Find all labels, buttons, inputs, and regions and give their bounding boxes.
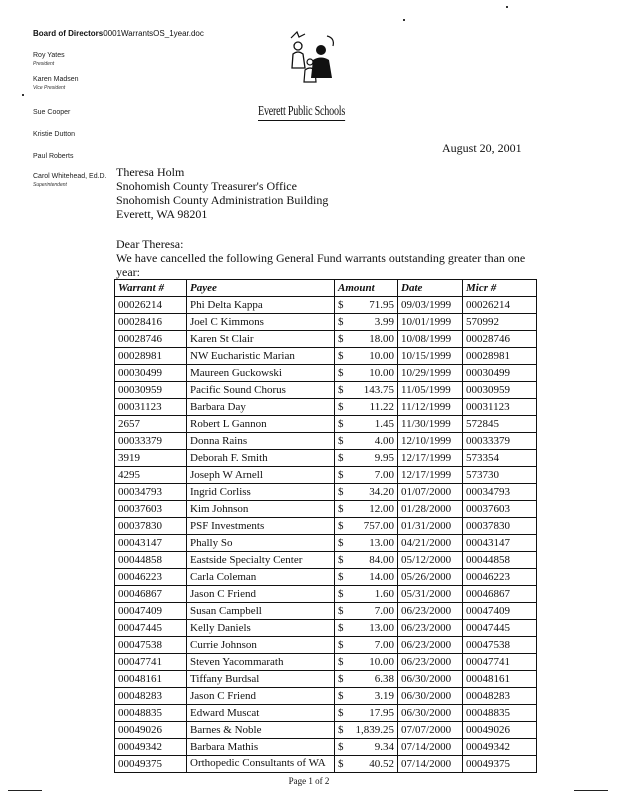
date-cell: 11/30/1999: [398, 416, 463, 433]
column-header-amount: Amount: [335, 280, 398, 297]
amount-value: 1.60: [374, 588, 394, 600]
warrant-number-cell: 00046867: [115, 586, 187, 603]
amount-cell: [335, 603, 398, 620]
table-header-row: [115, 280, 537, 297]
date-cell: 06/23/2000: [398, 637, 463, 654]
payee-cell: Barnes & Noble: [187, 722, 335, 739]
micr-cell: 00048835: [463, 705, 537, 722]
warrant-number-cell: 00028746: [115, 331, 187, 348]
amount-value: 17.95: [369, 707, 394, 719]
payee-cell: Currie Johnson: [187, 637, 335, 654]
currency-symbol: $: [338, 758, 344, 770]
warrant-number-cell: 00047538: [115, 637, 187, 654]
micr-cell: 00049026: [463, 722, 537, 739]
table-row: [115, 654, 537, 671]
currency-symbol: $: [338, 656, 344, 668]
currency-symbol: $: [338, 741, 344, 753]
amount-value: 4.00: [374, 435, 394, 447]
micr-cell: 572845: [463, 416, 537, 433]
board-member-name: Roy Yates: [33, 52, 65, 59]
payee-cell: Ingrid Corliss: [187, 484, 335, 501]
date-cell: 05/12/2000: [398, 552, 463, 569]
amount-cell: [335, 467, 398, 484]
micr-cell: 00048161: [463, 671, 537, 688]
warrant-number-cell: 00037603: [115, 501, 187, 518]
column-header-micr: Micr #: [463, 280, 537, 297]
payee-cell: Kelly Daniels: [187, 620, 335, 637]
currency-symbol: $: [338, 554, 344, 566]
date-cell: 05/31/2000: [398, 586, 463, 603]
amount-value: 13.00: [369, 622, 394, 634]
warrant-number-cell: 00049375: [115, 756, 187, 773]
amount-value: 34.20: [369, 486, 394, 498]
warrant-number-cell: 3919: [115, 450, 187, 467]
payee-cell: Robert L Gannon: [187, 416, 335, 433]
payee-cell: Joel C Kimmons: [187, 314, 335, 331]
micr-cell: 00028746: [463, 331, 537, 348]
micr-cell: 00028981: [463, 348, 537, 365]
warrant-number-cell: 00033379: [115, 433, 187, 450]
amount-cell: [335, 365, 398, 382]
date-cell: 10/29/1999: [398, 365, 463, 382]
district-logo: [283, 28, 343, 90]
warrant-number-cell: 00047445: [115, 620, 187, 637]
amount-value: 9.34: [374, 741, 394, 753]
letter-body: We have cancelled the following General Fund warrants outstanding greater than one year:: [116, 251, 526, 279]
amount-value: 10.00: [369, 656, 394, 668]
table-row: [115, 382, 537, 399]
micr-cell: 00034793: [463, 484, 537, 501]
scan-edge-mark: [8, 790, 42, 791]
date-cell: 12/17/1999: [398, 450, 463, 467]
warrant-number-cell: 00028981: [115, 348, 187, 365]
board-member-name: Karen Madsen: [33, 76, 79, 83]
board-member-name: Sue Cooper: [33, 109, 71, 116]
board-member: [33, 76, 79, 92]
currency-symbol: $: [338, 299, 344, 311]
table-row: [115, 603, 537, 620]
table-row: [115, 314, 537, 331]
table-row: [115, 756, 537, 773]
date-cell: 06/23/2000: [398, 654, 463, 671]
payee-cell: Susan Campbell: [187, 603, 335, 620]
warrant-number-cell: 00028416: [115, 314, 187, 331]
micr-cell: 573730: [463, 467, 537, 484]
payee-cell: Eastside Specialty Center: [187, 552, 335, 569]
warrant-number-cell: 00048161: [115, 671, 187, 688]
amount-value: 757.00: [363, 520, 394, 532]
scan-edge-mark: [574, 790, 608, 791]
date-cell: 06/30/2000: [398, 671, 463, 688]
amount-value: 40.52: [369, 758, 394, 770]
warrant-number-cell: 00048835: [115, 705, 187, 722]
warrant-number-cell: 00034793: [115, 484, 187, 501]
amount-cell: [335, 705, 398, 722]
table-row: [115, 348, 537, 365]
amount-value: 143.75: [363, 384, 394, 396]
amount-value: 7.00: [374, 605, 394, 617]
payee-cell: Orthopedic Consultants of WA: [187, 756, 335, 773]
amount-value: 14.00: [369, 571, 394, 583]
amount-cell: [335, 671, 398, 688]
table-row: [115, 739, 537, 756]
amount-value: 3.99: [374, 316, 394, 328]
micr-cell: 573354: [463, 450, 537, 467]
micr-cell: 00037603: [463, 501, 537, 518]
board-title: Board of Directors: [33, 29, 104, 38]
board-member-name: Paul Roberts: [33, 153, 74, 160]
payee-cell: Edward Muscat: [187, 705, 335, 722]
warrant-number-cell: 00048283: [115, 688, 187, 705]
date-cell: 04/21/2000: [398, 535, 463, 552]
micr-cell: 00047409: [463, 603, 537, 620]
amount-cell: [335, 297, 398, 314]
currency-symbol: $: [338, 724, 344, 736]
table-row: [115, 722, 537, 739]
table-row: [115, 365, 537, 382]
amount-value: 18.00: [369, 333, 394, 345]
payee-cell: Kim Johnson: [187, 501, 335, 518]
date-cell: 10/15/1999: [398, 348, 463, 365]
payee-cell: Phally So: [187, 535, 335, 552]
table-row: [115, 688, 537, 705]
currency-symbol: $: [338, 588, 344, 600]
table-row: [115, 399, 537, 416]
date-cell: 11/05/1999: [398, 382, 463, 399]
table-row: [115, 518, 537, 535]
board-header: [33, 29, 204, 38]
payee-cell: Barbara Day: [187, 399, 335, 416]
board-member: [33, 109, 70, 117]
currency-symbol: $: [338, 316, 344, 328]
amount-cell: [335, 433, 398, 450]
amount-cell: [335, 484, 398, 501]
micr-cell: 00037830: [463, 518, 537, 535]
amount-cell: [335, 722, 398, 739]
micr-cell: 00049375: [463, 756, 537, 773]
salutation: Dear Theresa:: [116, 237, 184, 251]
micr-cell: 00033379: [463, 433, 537, 450]
board-member-role: President: [33, 61, 55, 67]
warrant-number-cell: 00043147: [115, 535, 187, 552]
table-row: [115, 331, 537, 348]
payee-cell: Carla Coleman: [187, 569, 335, 586]
micr-cell: 00048283: [463, 688, 537, 705]
currency-symbol: $: [338, 673, 344, 685]
currency-symbol: $: [338, 537, 344, 549]
amount-value: 1,839.25: [355, 724, 394, 736]
date-cell: 01/28/2000: [398, 501, 463, 518]
warrant-number-cell: 00049026: [115, 722, 187, 739]
date-cell: 07/14/2000: [398, 756, 463, 773]
date-cell: 06/23/2000: [398, 620, 463, 637]
table-row: [115, 450, 537, 467]
amount-value: 7.00: [374, 639, 394, 651]
table-row: [115, 297, 537, 314]
currency-symbol: $: [338, 690, 344, 702]
warrant-number-cell: 00044858: [115, 552, 187, 569]
board-member-name: Kristie Dutton: [33, 131, 76, 138]
amount-cell: [335, 518, 398, 535]
warrant-number-cell: 00049342: [115, 739, 187, 756]
currency-symbol: $: [338, 367, 344, 379]
date-cell: 06/30/2000: [398, 705, 463, 722]
table-row: [115, 433, 537, 450]
date-cell: 09/03/1999: [398, 297, 463, 314]
board-member: [33, 52, 65, 68]
board-member: [33, 173, 107, 189]
date-cell: 01/07/2000: [398, 484, 463, 501]
date-cell: 11/12/1999: [398, 399, 463, 416]
table-row: [115, 620, 537, 637]
recipient-city: Everett, WA 98201: [116, 207, 208, 221]
board-member-role: Superintendent: [33, 182, 67, 188]
amount-value: 10.00: [369, 350, 394, 362]
column-header-date: Date: [398, 280, 463, 297]
amount-value: 13.00: [369, 537, 394, 549]
date-cell: 12/17/1999: [398, 467, 463, 484]
currency-symbol: $: [338, 503, 344, 515]
currency-symbol: $: [338, 401, 344, 413]
payee-cell: Maureen Guckowski: [187, 365, 335, 382]
amount-cell: [335, 450, 398, 467]
table-row: [115, 535, 537, 552]
payee-cell: Deborah F. Smith: [187, 450, 335, 467]
warrant-table: [114, 279, 537, 773]
micr-cell: 00030499: [463, 365, 537, 382]
micr-cell: 00043147: [463, 535, 537, 552]
payee-cell: Donna Rains: [187, 433, 335, 450]
warrant-number-cell: 00047409: [115, 603, 187, 620]
board-member: [33, 153, 73, 161]
date-cell: 06/23/2000: [398, 603, 463, 620]
amount-cell: [335, 399, 398, 416]
table-row: [115, 586, 537, 603]
date-cell: 01/31/2000: [398, 518, 463, 535]
amount-value: 3.19: [374, 690, 394, 702]
micr-cell: 00030959: [463, 382, 537, 399]
currency-symbol: $: [338, 639, 344, 651]
table-row: [115, 637, 537, 654]
date-cell: 10/01/1999: [398, 314, 463, 331]
table-row: [115, 484, 537, 501]
currency-symbol: $: [338, 452, 344, 464]
board-member-name: Carol Whitehead, Ed.D.: [33, 173, 107, 180]
micr-cell: 00031123: [463, 399, 537, 416]
currency-symbol: $: [338, 520, 344, 532]
warrant-number-cell: 00046223: [115, 569, 187, 586]
amount-cell: [335, 331, 398, 348]
scan-speck: [403, 19, 405, 21]
date-cell: 06/30/2000: [398, 688, 463, 705]
recipient-building: Snohomish County Administration Building: [116, 193, 329, 207]
amount-cell: [335, 688, 398, 705]
micr-cell: 00049342: [463, 739, 537, 756]
table-row: [115, 552, 537, 569]
document-filename: 0001WarrantsOS_1year.doc: [103, 29, 204, 38]
currency-symbol: $: [338, 384, 344, 396]
currency-symbol: $: [338, 605, 344, 617]
amount-cell: [335, 637, 398, 654]
amount-cell: [335, 348, 398, 365]
table-row: [115, 705, 537, 722]
amount-value: 12.00: [369, 503, 394, 515]
amount-cell: [335, 416, 398, 433]
micr-cell: 00044858: [463, 552, 537, 569]
micr-cell: 00046223: [463, 569, 537, 586]
recipient-name: Theresa Holm: [116, 165, 185, 179]
board-member: [33, 131, 75, 139]
warrant-number-cell: 00037830: [115, 518, 187, 535]
date-cell: 05/26/2000: [398, 569, 463, 586]
warrant-number-cell: 00047741: [115, 654, 187, 671]
letter-date: August 20, 2001: [442, 141, 522, 155]
currency-symbol: $: [338, 435, 344, 447]
amount-cell: [335, 586, 398, 603]
amount-value: 1.45: [374, 418, 394, 430]
amount-cell: [335, 739, 398, 756]
table-row: [115, 501, 537, 518]
column-header-payee: Payee: [187, 280, 335, 297]
amount-value: 84.00: [369, 554, 394, 566]
warrant-number-cell: 00030959: [115, 382, 187, 399]
payee-cell: Barbara Mathis: [187, 739, 335, 756]
amount-cell: [335, 620, 398, 637]
table-row: [115, 569, 537, 586]
micr-cell: 00047445: [463, 620, 537, 637]
scan-speck: [506, 6, 508, 8]
amount-cell: [335, 535, 398, 552]
amount-cell: [335, 552, 398, 569]
payee-cell: PSF Investments: [187, 518, 335, 535]
micr-cell: 00046867: [463, 586, 537, 603]
amount-cell: [335, 654, 398, 671]
amount-value: 10.00: [369, 367, 394, 379]
amount-cell: [335, 501, 398, 518]
micr-cell: 00026214: [463, 297, 537, 314]
warrant-number-cell: 2657: [115, 416, 187, 433]
date-cell: 07/14/2000: [398, 739, 463, 756]
amount-value: 7.00: [374, 469, 394, 481]
warrant-number-cell: 00030499: [115, 365, 187, 382]
district-name: Everett Public Schools: [258, 104, 346, 119]
currency-symbol: $: [338, 622, 344, 634]
amount-value: 6.38: [374, 673, 394, 685]
board-member-role: Vice President: [33, 85, 66, 91]
table-row: [115, 467, 537, 484]
currency-symbol: $: [338, 333, 344, 345]
amount-value: 11.22: [369, 401, 394, 413]
payee-cell: Steven Yacommarath: [187, 654, 335, 671]
payee-cell: Jason C Friend: [187, 586, 335, 603]
currency-symbol: $: [338, 571, 344, 583]
date-cell: 12/10/1999: [398, 433, 463, 450]
date-cell: 07/07/2000: [398, 722, 463, 739]
currency-symbol: $: [338, 707, 344, 719]
payee-cell: Karen St Clair: [187, 331, 335, 348]
warrant-number-cell: 00031123: [115, 399, 187, 416]
page-number: Page 1 of 2: [288, 776, 330, 786]
date-cell: 10/08/1999: [398, 331, 463, 348]
micr-cell: 00047538: [463, 637, 537, 654]
payee-cell: Joseph W Arnell: [187, 467, 335, 484]
warrant-number-cell: 00026214: [115, 297, 187, 314]
amount-value: 71.95: [369, 299, 394, 311]
amount-cell: [335, 756, 398, 773]
amount-cell: [335, 569, 398, 586]
micr-cell: 00047741: [463, 654, 537, 671]
amount-cell: [335, 382, 398, 399]
table-row: [115, 416, 537, 433]
payee-cell: Jason C Friend: [187, 688, 335, 705]
currency-symbol: $: [338, 486, 344, 498]
currency-symbol: $: [338, 350, 344, 362]
payee-cell: Pacific Sound Chorus: [187, 382, 335, 399]
payee-cell: Tiffany Burdsal: [187, 671, 335, 688]
currency-symbol: $: [338, 418, 344, 430]
column-header-warrant: Warrant #: [115, 280, 187, 297]
amount-value: 9.95: [374, 452, 394, 464]
payee-cell: NW Eucharistic Marian: [187, 348, 335, 365]
micr-cell: 570992: [463, 314, 537, 331]
warrant-number-cell: 4295: [115, 467, 187, 484]
amount-cell: [335, 314, 398, 331]
recipient-office: Snohomish County Treasurer's Office: [116, 179, 297, 193]
payee-cell: Phi Delta Kappa: [187, 297, 335, 314]
currency-symbol: $: [338, 469, 344, 481]
table-row: [115, 671, 537, 688]
scan-speck: [22, 94, 24, 96]
